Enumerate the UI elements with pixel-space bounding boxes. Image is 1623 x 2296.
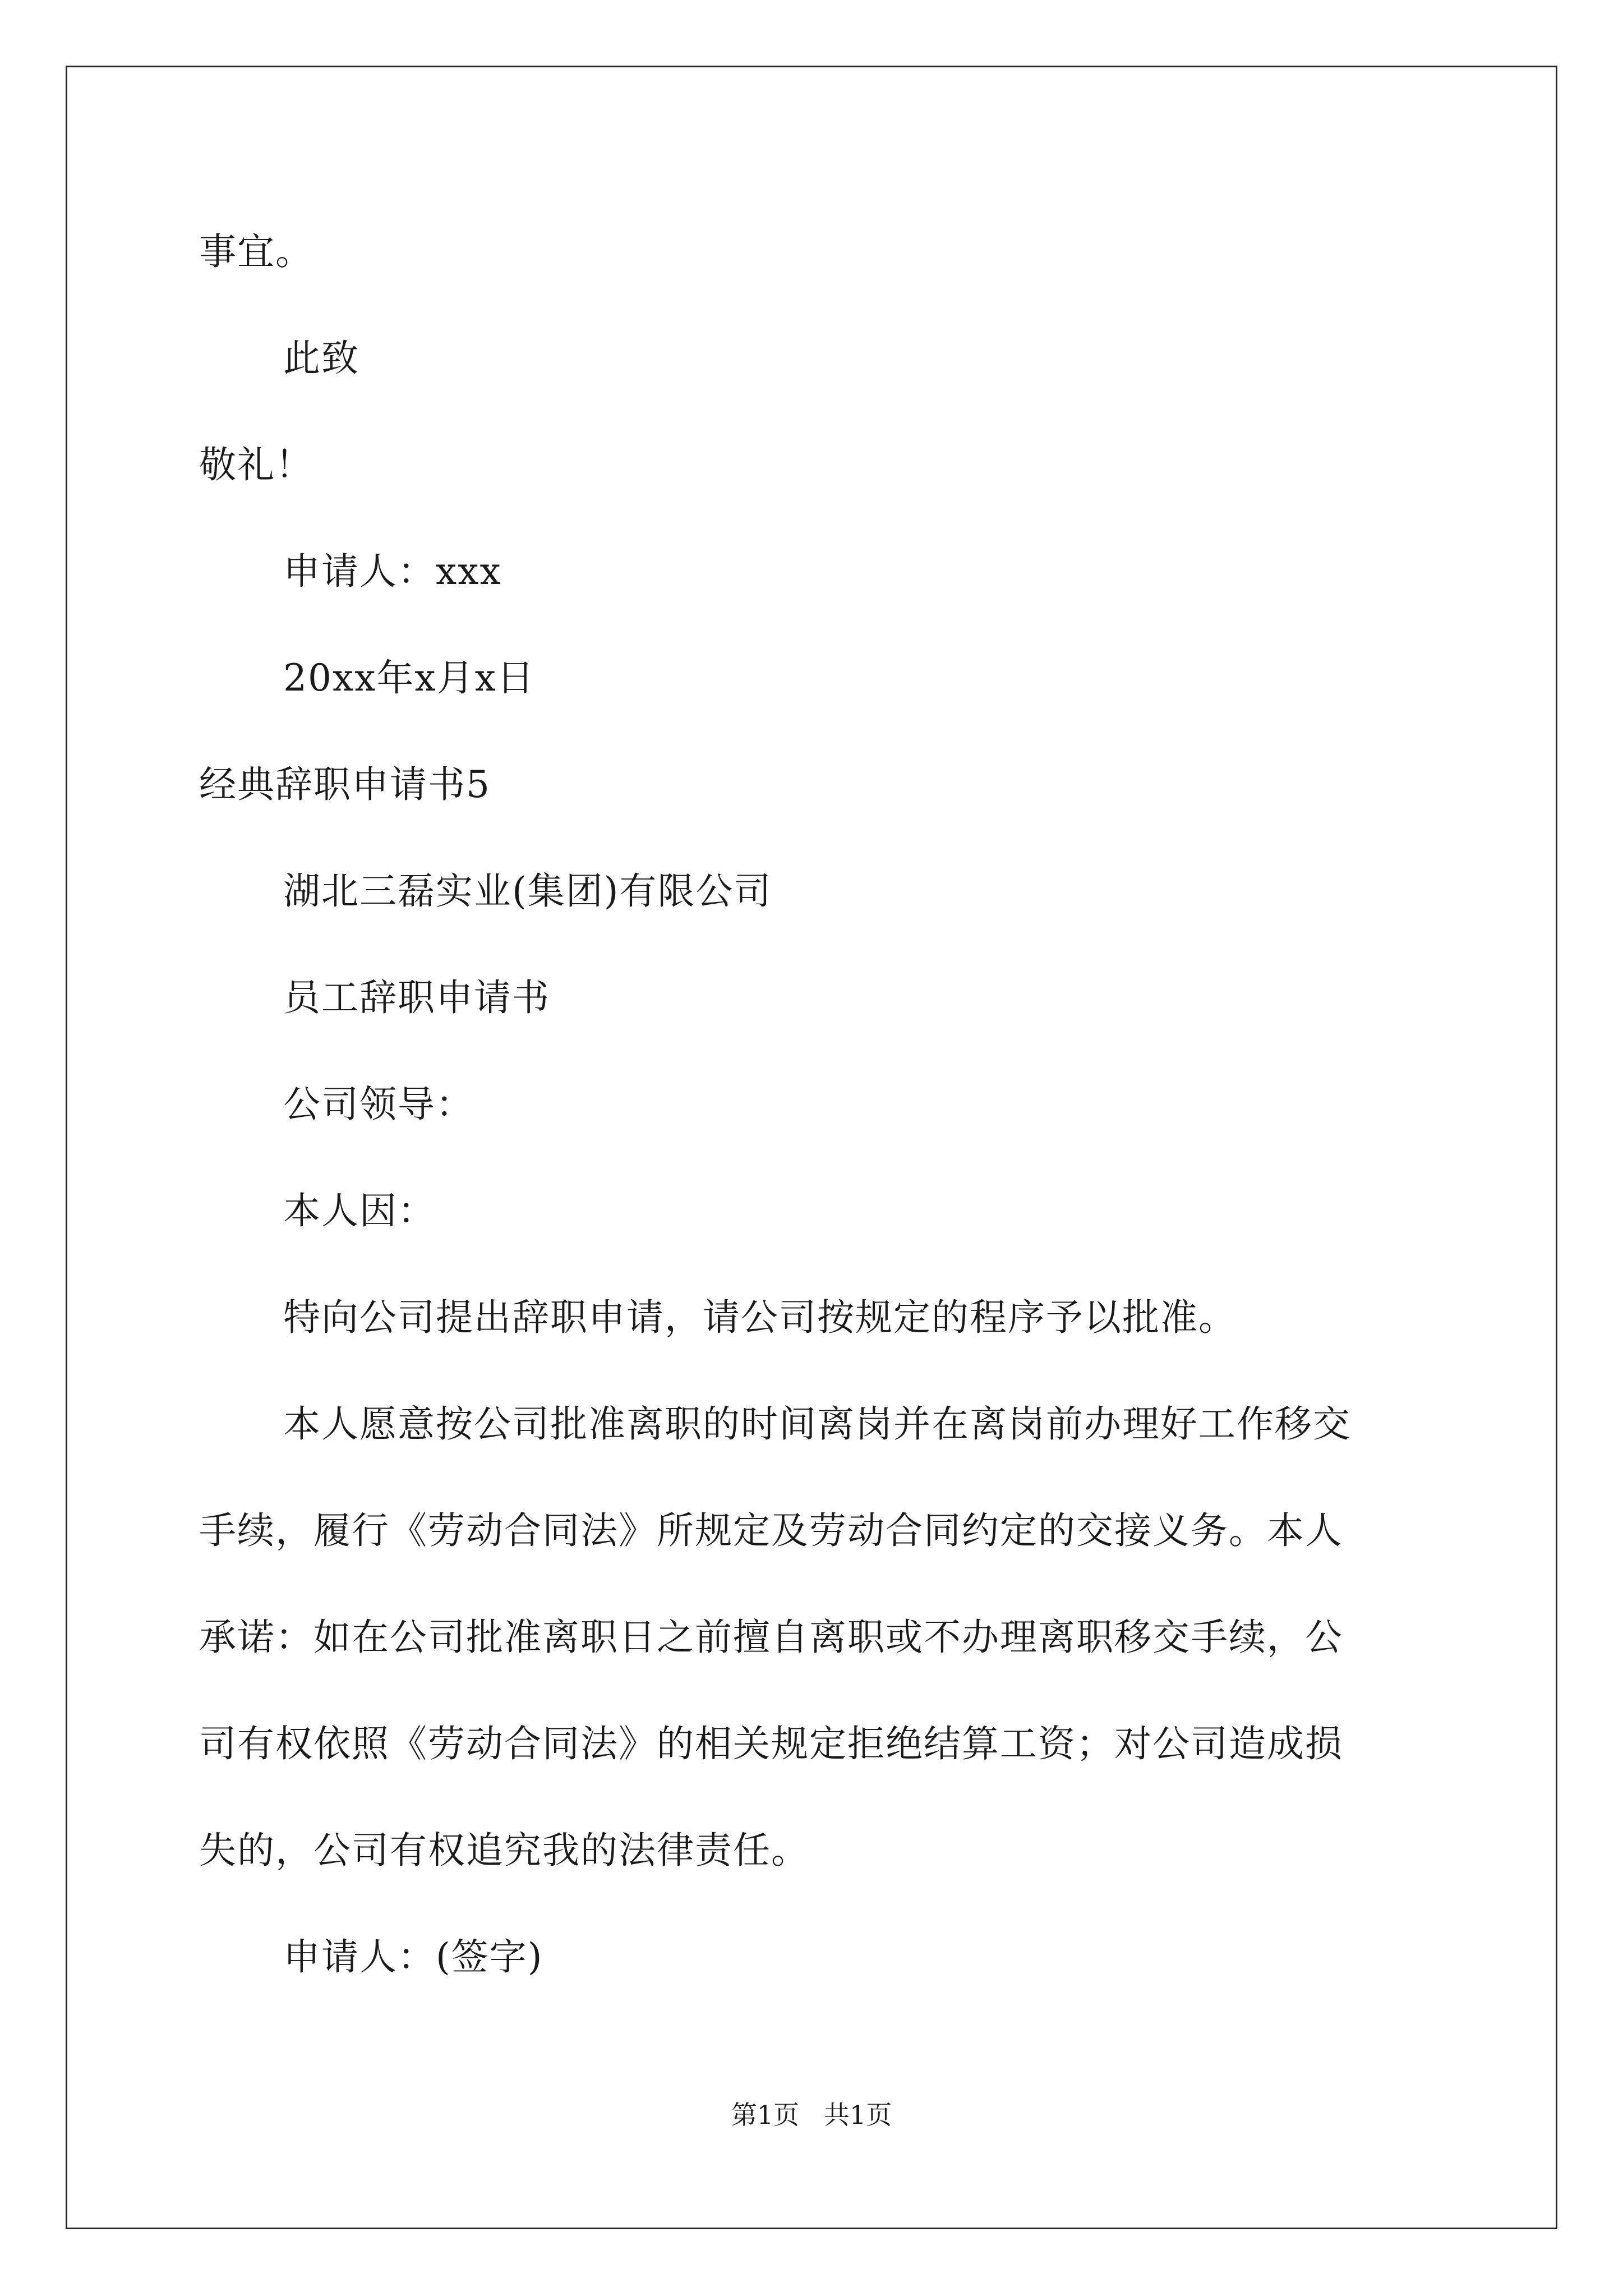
text-line-salutation: 此致 (283, 337, 359, 380)
commitment-paragraph-line: 手续，履行《劳动合同法》所规定及劳动合同约定的交接义务。本人 (199, 1509, 1343, 1552)
section-title: 经典辞职申请书5 (199, 763, 491, 806)
commitment-paragraph-line: 司有权依照《劳动合同法》的相关规定拒绝结算工资；对公司造成损 (199, 1722, 1343, 1765)
request-paragraph: 特向公司提出辞职申请，请公司按规定的程序予以批准。 (283, 1296, 1237, 1339)
addressee: 公司领导： (283, 1083, 474, 1126)
commitment-paragraph-line: 本人愿意按公司批准离职的时间离岗并在离岗前办理好工作移交 (283, 1402, 1351, 1446)
text-line-closing-fragment: 事宜。 (199, 230, 313, 273)
document-title: 员工辞职申请书 (283, 976, 550, 1019)
text-line-date: 20xx年x月x日 (283, 656, 535, 700)
page-border (66, 66, 1557, 2229)
text-line-applicant: 申请人：xxx (283, 550, 502, 593)
commitment-paragraph-line: 失的，公司有权追究我的法律责任。 (199, 1829, 809, 1872)
signature-line: 申请人：(签字) (283, 1935, 543, 1978)
text-line-regards: 敬礼！ (199, 443, 313, 486)
commitment-paragraph-line: 承诺：如在公司批准离职日之前擅自离职或不办理离职移交手续，公 (199, 1616, 1343, 1659)
reason-line: 本人因： (283, 1189, 436, 1232)
company-name: 湖北三磊实业(集团)有限公司 (283, 869, 772, 913)
page-number-footer: 第1页 共1页 (731, 2100, 892, 2130)
